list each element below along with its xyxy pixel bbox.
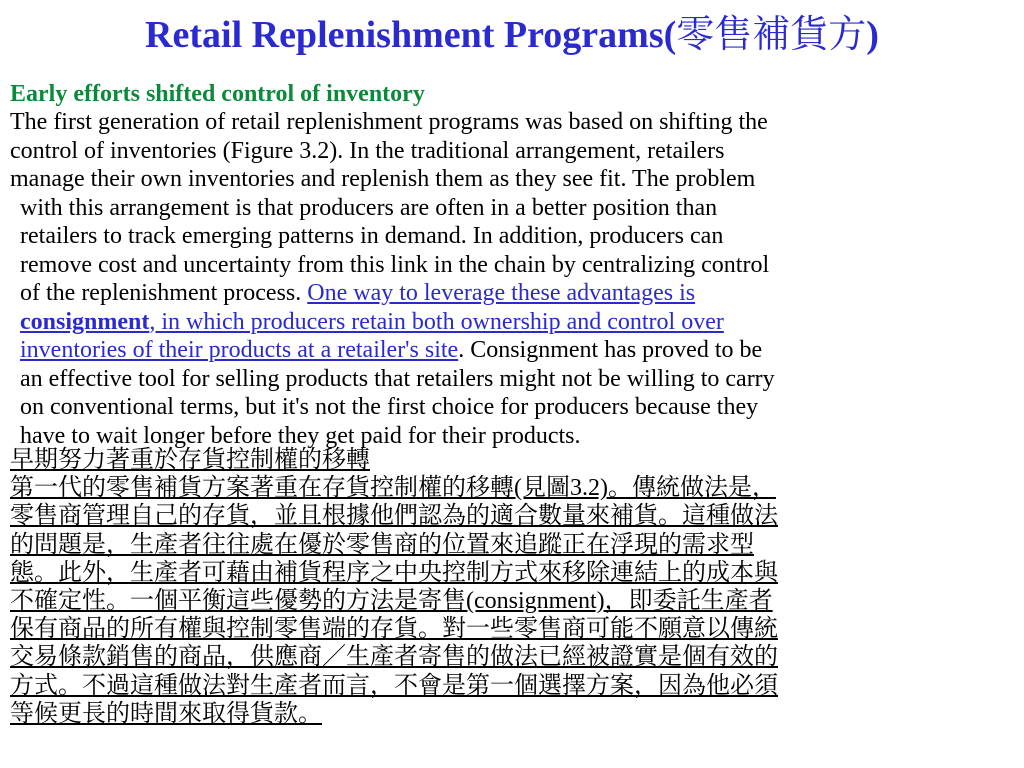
chinese-line: 等候更長的時間來取得貨款。: [10, 700, 322, 727]
chinese-heading: 早期努力著重於存貨控制權的移轉: [10, 447, 370, 473]
english-line: control of inventories (Figure 3.2). In the traditional arrangement, retailers: [10, 137, 725, 164]
title-close-paren: ): [866, 14, 879, 56]
english-line: an effective tool for selling products that retailers might not be willing to carry: [20, 365, 775, 392]
consignment-term[interactable]: consignment: [20, 308, 150, 335]
chinese-line: 保有商品的所有權與控制零售端的存貨。對一些零售商可能不願意以傳統: [10, 616, 778, 643]
consignment-link[interactable]: inventories of their products at a retailer's site: [20, 337, 459, 363]
title-chinese: 零售補貨方: [676, 14, 867, 56]
consignment-link[interactable]: , in which producers retain both ownership and control over: [149, 308, 724, 335]
chinese-line: 方式。不過這種做法對生產者而言，不會是第一個選擇方案，因為他必須: [10, 672, 778, 699]
english-line: [10, 336, 1014, 365]
line-text: . Consignment has proved to be: [458, 337, 763, 363]
page-title: [0, 12, 1024, 58]
chinese-line: 的問題是，生產者往往處在優於零售商的位置來追蹤正在浮現的需求型: [10, 531, 754, 558]
english-line: on conventional terms, but it's not the first choice for producers because they: [20, 394, 759, 420]
english-line: [10, 279, 1014, 308]
english-line: The first generation of retail replenishment programs was based on shifting the: [10, 109, 768, 135]
title-english: Retail Replenishment Programs(: [145, 14, 677, 56]
chinese-line: 第一代的零售補貨方案著重在存貨控制權的移轉(見圖3.2)。傳統做法是，: [10, 475, 776, 502]
consignment-link[interactable]: One way to leverage these advantages is: [307, 280, 696, 306]
english-line: with this arrangement is that producers are often in a better position than: [20, 194, 718, 221]
english-line: have to wait longer before they get paid for their products.: [20, 422, 581, 449]
chinese-line: 交易條款銷售的商品，供應商／生產者寄售的做法已經被證實是個有效的: [10, 644, 778, 671]
chinese-line: 零售商管理自己的存貨，並且根據他們認為的適合數量來補貨。這種做法: [10, 503, 778, 530]
english-line: manage their own inventories and replenish them as they see fit. The problem: [10, 166, 756, 192]
chinese-line: 態。此外，生產者可藉由補貨程序之中央控制方式來移除連結上的成本與: [10, 559, 778, 586]
chinese-line: 不確定性。一個平衡這些優勢的方法是寄售(consignment)，即委託生產者: [10, 588, 773, 615]
chinese-paragraph: [10, 446, 1014, 728]
english-line: [10, 308, 1014, 337]
line-text: of the replenishment process.: [20, 280, 308, 306]
english-line: remove cost and uncertainty from this link in the chain by centralizing control: [20, 251, 770, 278]
section-subheading: Early efforts shifted control of inventory: [10, 81, 425, 107]
english-paragraph: [10, 108, 1014, 450]
english-line: retailers to track emerging patterns in demand. In addition, producers can: [20, 223, 724, 249]
